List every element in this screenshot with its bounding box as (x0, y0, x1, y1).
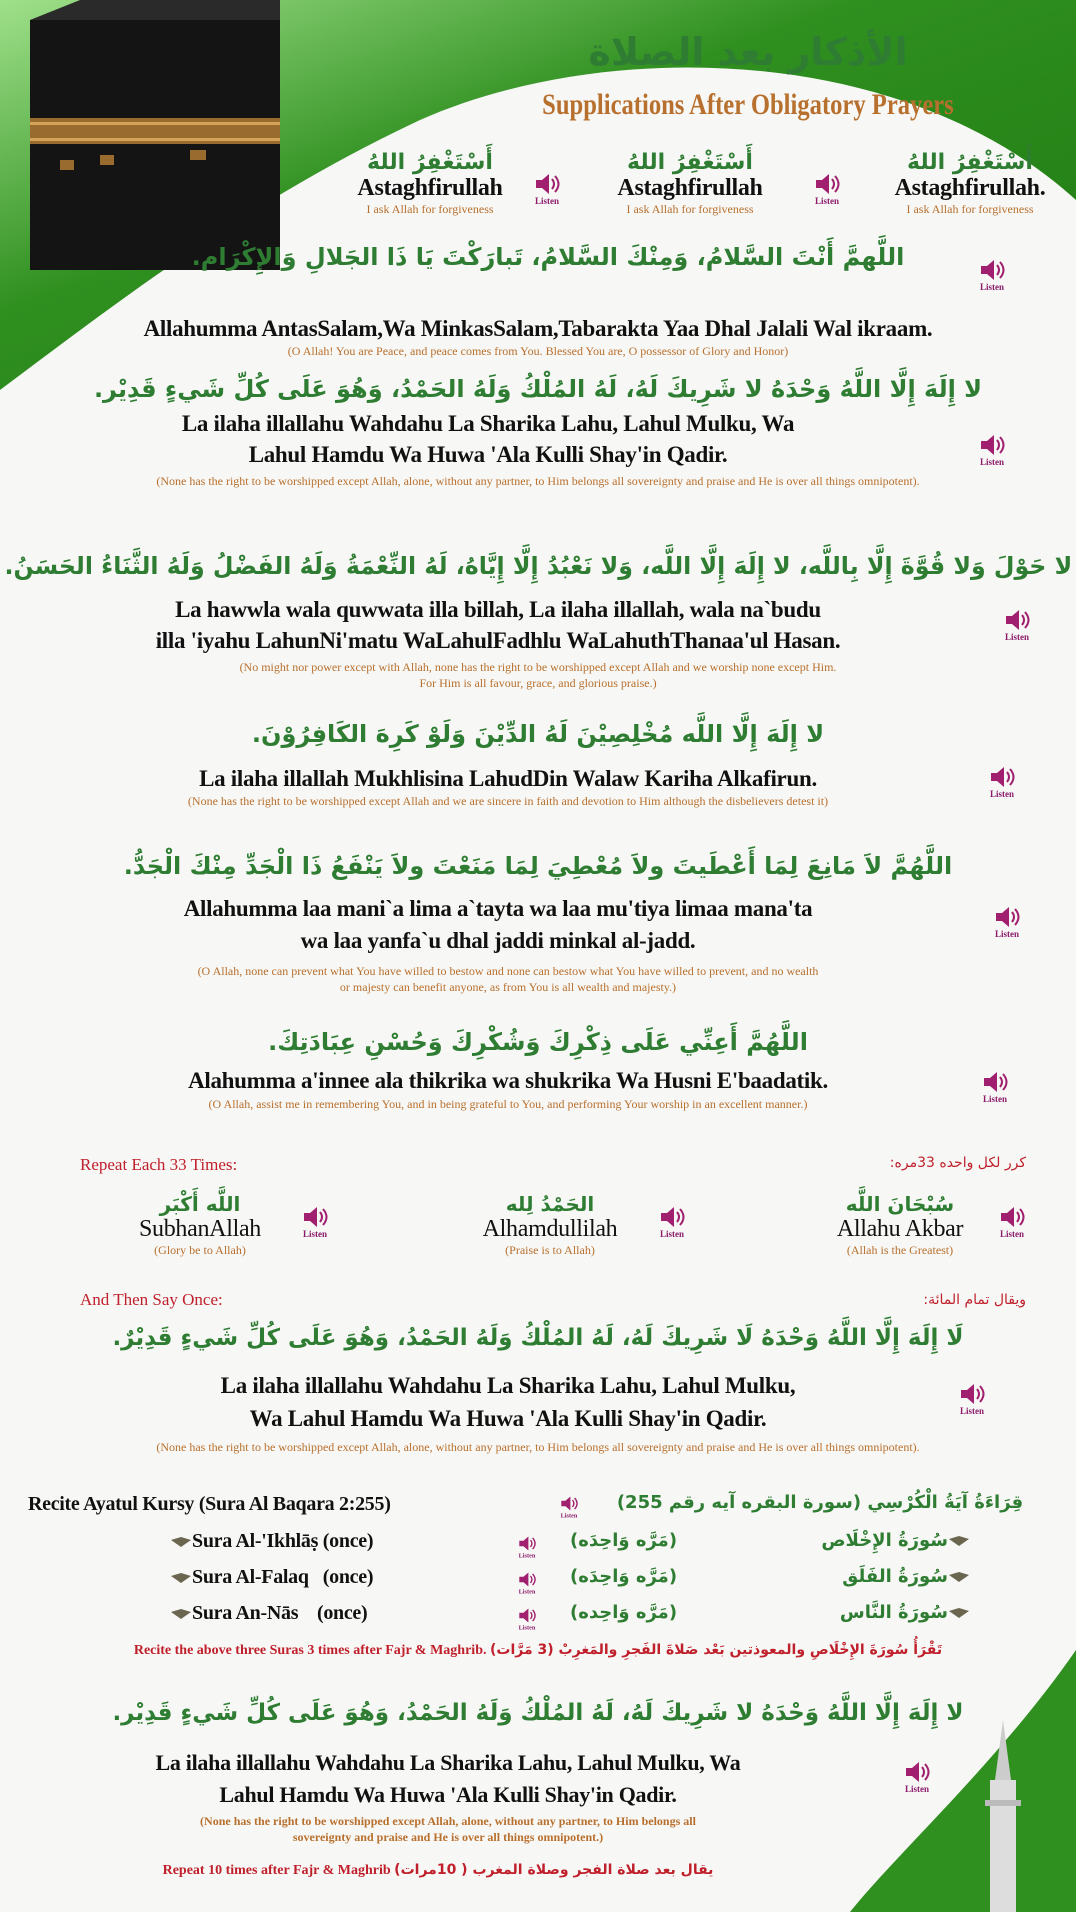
listen-button[interactable]: Listen (985, 765, 1019, 799)
dhikr-5-transliteration-2: wa laa yanfa`u dhal jaddi minkal al-jadd. (300, 928, 696, 953)
kaaba-image (30, 0, 280, 270)
tasbih-2 (450, 1192, 650, 1258)
dhikr-3-translation-1: (No might nor power except with Allah, none has the right to be worshipped except Allah and we worship none except Him. (239, 660, 837, 674)
book-icon (170, 1535, 192, 1549)
bottom-green-swoosh (850, 1650, 1076, 1912)
speaker-icon (1004, 608, 1030, 632)
listen-button[interactable]: Listen (955, 1382, 989, 1416)
sura-row (170, 1530, 1020, 1566)
arabic-text: أَسْتَغْفِرُ اللهُ (907, 150, 1033, 175)
suras-note (20, 1642, 1056, 1659)
title-arabic: الأذكار بعد الصلاة (588, 30, 908, 74)
speaker-icon (518, 1535, 536, 1552)
arabic-text: أَسْتَغْفِرُ اللهُ (367, 150, 493, 175)
listen-button[interactable]: Listen (655, 1205, 689, 1239)
speaker-icon (982, 1070, 1008, 1094)
transliteration: Astaghfirullah. (894, 175, 1046, 201)
listen-button[interactable]: Listen (515, 1535, 539, 1559)
once-transliteration-2: Wa Lahul Hamdu Wa Huwa 'Ala Kulli Shay'in Qadir. (249, 1406, 767, 1431)
listen-button[interactable]: Listen (530, 172, 564, 206)
translation: (Glory be to Allah) (154, 1243, 246, 1257)
speaker-icon (302, 1205, 328, 1229)
dhikr-2-arabic: لا إِلَهَ إِلَّا اللَّهُ وَحْدَهُ لا شَرِيكَ لَهُ، لَهُ المُلْكُ وَلَهُ الحَمْدُ، وَهُوَ عَلَى كُلِّ شَيءٍ قَدِيْر. (93, 375, 983, 403)
listen-button[interactable]: Listen (298, 1205, 332, 1239)
speaker-icon (518, 1607, 536, 1624)
sura-row (170, 1566, 1020, 1602)
listen-button[interactable]: Listen (1000, 608, 1034, 642)
dhikr-3-transliteration-2: illa 'iyahu LahunNi'matu WaLahulFadhlu WaLahuthThanaa'ul Hasan. (155, 628, 841, 653)
istighfar-2 (600, 150, 780, 217)
dhikr-3-translation-2: For Him is all favour, grace, and glorious praise.) (419, 676, 657, 690)
book-icon (948, 1534, 970, 1548)
repeat-33-label: Repeat Each 33 Times: (80, 1155, 238, 1174)
arabic-text: اللَّه أَكْبَر (159, 1192, 241, 1216)
arabic-text: سُبْحَانَ اللَّه (845, 1192, 955, 1216)
arabic-text: أَسْتَغْفِرُ اللهُ (627, 150, 753, 175)
translation: I ask Allah for forgiveness (366, 202, 494, 216)
book-icon (948, 1570, 970, 1584)
sura-count-arabic: (مَرَّه وَاحِدَه) (570, 1566, 678, 1587)
sura-name-english: Sura Al-'Ikhlāṣ (once) (192, 1530, 374, 1552)
dhikr-2-translation: (None has the right to be worshipped except Allah, alone, without any partner, to Him belongs all sovereignty and praise and He is over all things omnipotent). (156, 474, 920, 488)
transliteration: Allahu Akbar (836, 1216, 964, 1242)
translation: I ask Allah for forgiveness (906, 202, 1034, 216)
say-once-label-arabic: ويقال تمام المائة: (923, 1292, 1026, 1308)
suras-note-arabic: تَقْرَأُ سُورَةَ الإِخْلَاصِ والمعوذتين بَعْد صَلاةَ الفَجرِ والمَغرِبْ (3 مَرَّات) (489, 1642, 943, 1658)
speaker-icon (959, 1382, 985, 1406)
listen-button[interactable]: Listen (975, 433, 1009, 467)
dhikr-6-transliteration: Alahumma a'innee ala thikrika wa shukrika Wa Husni E'baadatik. (188, 1068, 828, 1093)
book-icon (948, 1606, 970, 1620)
listen-button[interactable]: Listen (978, 1070, 1012, 1104)
title-english: Supplications After Obligatory Prayers (542, 88, 954, 121)
sura-name-english: Sura An-Nās (once) (192, 1602, 368, 1624)
sura-row (170, 1602, 1020, 1638)
sura-count-arabic: (مَرَّه وَاحِده) (570, 1602, 678, 1623)
once-transliteration-1: La ilaha illallahu Wahdahu La Sharika Lahu, Lahul Mulku, (220, 1373, 796, 1398)
arabic-text: الحَمْدُ لِله (505, 1192, 595, 1216)
speaker-icon (979, 258, 1005, 282)
say-once-label: And Then Say Once: (80, 1290, 223, 1309)
suras-note-english: Recite the above three Suras 3 times after Fajr & Maghrib. (133, 1643, 487, 1658)
sura-name-english: Sura Al-Falaq (once) (192, 1566, 374, 1588)
speaker-icon (989, 765, 1015, 789)
book-icon (170, 1571, 192, 1585)
repeat-note-english: Repeat 10 times after Fajr & Maghrib (162, 1863, 391, 1878)
tasbih-3 (800, 1192, 1000, 1258)
book-icon (170, 1607, 192, 1621)
dhikr-3-arabic: لا حَوْلَ وَلا قُوَّةَ إِلَّا بِاللَّه، لا إِلَهَ إِلَّا اللَّه، وَلا نَعْبُدُ إِلَّا إِيَّاهُ، لَهُ النِّعْمَةُ وَلَهُ الفَضْلُ وَلَهُ الثَّنَاءُ الحَسَنُ. (4, 552, 1072, 580)
transliteration: Alhamdullilah (482, 1216, 618, 1242)
repeat-33-label-arabic: كرر لكل واحده 33مره: (889, 1155, 1026, 1171)
listen-button[interactable]: Listen (975, 258, 1009, 292)
speaker-icon (904, 1760, 930, 1784)
repeat-note-arabic: يقال بعد صلاة الفجر وصلاة المغرب ( 10مرات) (394, 1862, 714, 1878)
speaker-icon (999, 1205, 1025, 1229)
dhikr-5-translation-2: or majesty can benefit anyone, as from You is all wealth and majesty.) (339, 980, 677, 994)
dhikr-5-translation-1: (O Allah, none can prevent what You have willed to bestow and none can bestow what You have willed to prevent, and no wealth (197, 964, 819, 978)
istighfar-1 (340, 150, 520, 217)
once-arabic: لَا إِلَهَ إِلَّا اللَّهُ وَحْدَهُ لَا شَرِيكَ لَهُ، لَهُ المُلْكُ وَلَهُ الحَمْدُ، وَهُوَ عَلَى كُلِّ شَيءٍ قَدِيْرٌ. (112, 1325, 964, 1351)
listen-button[interactable]: Listen (810, 172, 844, 206)
dhikr-4-translation: (None has the right to be worshipped except Allah and we are sincere in faith and devotion to Him although the disbelievers detest it) (187, 794, 829, 808)
translation: (Praise is to Allah) (505, 1243, 595, 1257)
sura-name-arabic: سُورَةُ الإِخْلَاص (821, 1530, 948, 1551)
dhikr-6-translation: (O Allah, assist me in remembering You, and in being grateful to You, and performing Your worship in an excellent manner.) (208, 1097, 808, 1111)
dhikr-6-arabic: اللَّهُمَّ أَعِنِّي عَلَى ذِكْرِكَ وَشُكْرِكَ وَحُسْنِ عِبَادَتِكَ. (268, 1028, 808, 1056)
final-translation-2: sovereignty and praise and He is over all things omnipotent.) (292, 1830, 604, 1844)
speaker-icon (534, 172, 560, 196)
final-repeat-note (0, 1862, 876, 1879)
transliteration: SubhanAllah (138, 1216, 262, 1242)
sura-name-arabic: سُورَةُ النَّاس (839, 1602, 948, 1623)
ayatul-kursy-arabic: قِرَاءَةُ آيَةُ الْكُرْسِي (سورة البقره آيه رقم 255) (616, 1492, 1024, 1513)
translation: (Allah is the Greatest) (846, 1243, 954, 1257)
listen-button[interactable]: Listen (995, 1205, 1029, 1239)
once-translation: (None has the right to be worshipped except Allah, alone, without any partner, to Him belongs all sovereignty and praise and He is over all things omnipotent). (156, 1440, 920, 1454)
suras-list (170, 1530, 1020, 1640)
listen-button[interactable]: Listen (515, 1607, 539, 1631)
listen-button[interactable]: Listen (900, 1760, 934, 1794)
transliteration: Astaghfirullah (357, 175, 503, 201)
dhikr-4-transliteration: La ilaha illallah Mukhlisina LahudDin Walaw Kariha Alkafirun. (199, 766, 817, 791)
dhikr-5-transliteration-1: Allahumma laa mani`a lima a`tayta wa laa mu'tiya limaa mana'ta (183, 896, 813, 921)
final-arabic: لا إِلَهَ إِلَّا اللَّهُ وَحْدَهُ لا شَرِيكَ لَهُ، لَهُ المُلْكُ وَلَهُ الحَمْدُ، وَهُوَ عَلَى كُلِّ شَيءٍ قَدِيْر. (112, 1700, 964, 1726)
translation: I ask Allah for forgiveness (626, 202, 754, 216)
dhikr-5-arabic: اللَّهُمَّ لاَ مَانِعَ لِمَا أَعْطَيتَ ولاَ مُعْطِيَ لِمَا مَنَعْتَ ولاَ يَنْفَعُ ذَا الْجَدِّ مِنْكَ الْجَدُّ. (123, 852, 953, 880)
dhikr-1-translation: (O Allah! You are Peace, and peace comes from You. Blessed You are, O possessor of Glory and Honor) (287, 344, 789, 358)
listen-button[interactable]: Listen (515, 1571, 539, 1595)
dhikr-1-arabic: اللَّهمَّ أَنْتَ السَّلامُ، وَمِنْكَ السَّلامُ، تَبارَكْتَ يَا ذَا الجَلالِ وَالإِكْرَام. (191, 243, 905, 271)
dhikr-2-transliteration-1: La ilaha illallahu Wahdahu La Sharika Lahu, Lahul Mulku, Wa (181, 411, 795, 436)
final-transliteration-2: Lahul Hamdu Wa Huwa 'Ala Kulli Shay'in Qadir. (219, 1782, 677, 1807)
speaker-icon (814, 172, 840, 196)
dhikr-3-transliteration-1: La hawwla wala quwwata illa billah, La ilaha illallah, wala na`budu (175, 597, 821, 622)
sura-count-arabic: (مَرَّه وَاحِدَه) (570, 1530, 678, 1551)
speaker-icon (518, 1571, 536, 1588)
final-translation-1: (None has the right to be worshipped except Allah, alone, without any partner, to Him belongs all (200, 1814, 696, 1828)
speaker-icon (659, 1205, 685, 1229)
tasbih-1 (100, 1192, 300, 1258)
listen-button[interactable]: Listen (990, 905, 1024, 939)
transliteration: Astaghfirullah (617, 175, 763, 201)
istighfar-3 (870, 150, 1070, 217)
ayatul-kursy-label: Recite Ayatul Kursy (Sura Al Baqara 2:255) (28, 1493, 391, 1515)
dhikr-4-arabic: لا إِلَهَ إِلَّا اللَّه مُخْلِصِيْنَ لَهُ الدِّيْنَ وَلَوْ كَرِهَ الكَافِرُوْنَ. (251, 720, 825, 748)
dhikr-1-transliteration: Allahumma AntasSalam,Wa MinkasSalam,Tabarakta Yaa Dhal Jalali Wal ikraam. (143, 316, 933, 341)
final-transliteration-1: La ilaha illallahu Wahdahu La Sharika Lahu, Lahul Mulku, Wa (155, 1750, 741, 1775)
speaker-icon (560, 1495, 578, 1512)
speaker-icon (979, 433, 1005, 457)
dhikr-2-transliteration-2: Lahul Hamdu Wa Huwa 'Ala Kulli Shay'in Qadir. (248, 442, 728, 467)
sura-name-arabic: سُورَةُ الفَلَق (842, 1566, 948, 1587)
speaker-icon (994, 905, 1020, 929)
listen-button[interactable]: Listen (557, 1495, 581, 1519)
